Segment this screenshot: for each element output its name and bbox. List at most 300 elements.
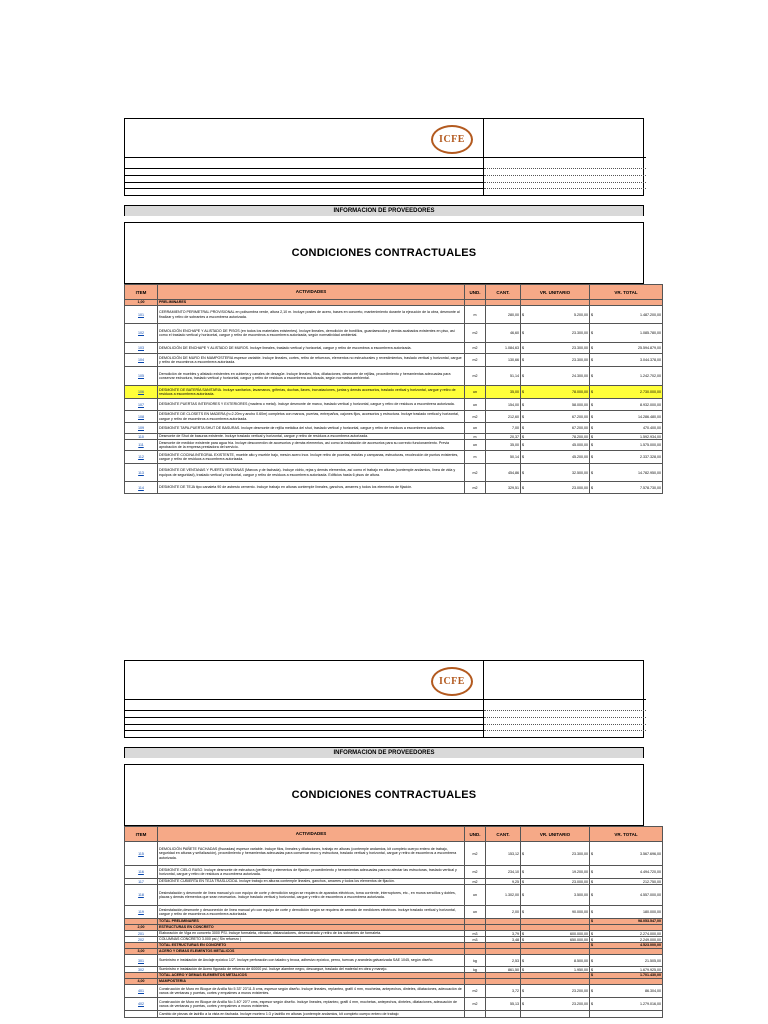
item-cell: 1,00 [125, 300, 158, 306]
amount: 45.000,00 [572, 443, 588, 447]
col-total-value: VR. TOTAL [590, 827, 663, 842]
col-quantity: CANT. [486, 827, 521, 842]
activity-cell: DESMONTE DE BATERÍA SANITARIA. Incluye sanitarios, lavamanos, griferías, duchas, llaves, incrustaciones, juntas y demás accesorios, traslado vertical y horizontal, cargue y retiro de residuos a escombrera autorizada. [158, 386, 465, 399]
unit-cell [465, 1011, 486, 1018]
amount: 3.044.378,00 [640, 358, 661, 362]
amount: 4.494.720,00 [640, 870, 661, 874]
item-cell: 4,00 [125, 979, 158, 985]
amount: 1.085.780,00 [640, 331, 661, 335]
activity-cell: ESTRUCTURAS EN CONCRETO [158, 925, 465, 931]
quantity-cell: 50,14 [486, 451, 521, 464]
amount: 7.578.730,00 [640, 485, 661, 490]
amount: 90.000,00 [572, 910, 588, 914]
currency-symbol: $ [591, 910, 593, 914]
col-total-value: VR. TOTAL [590, 285, 663, 300]
currency-symbol: $ [591, 879, 593, 884]
currency-symbol: $ [591, 973, 593, 977]
table-row [125, 482, 663, 494]
quantity-cell: 51,14 [486, 367, 521, 386]
activity-cell: Construcción de Muro en Bloque de Arcilla No 3 40" 20"7 cms, espesor según diseño. Incluye lineales, replanteo, grafil 4 mm, mochetas, antepechos, dinteles, dilataciones, adecuación de vanos de ventanas y puertas, cortes y empalmes a muros existentes. [158, 998, 465, 1011]
amount: 600.000,00 [570, 931, 588, 936]
item-cell [125, 386, 158, 399]
item-cell [125, 955, 158, 967]
amount: 8.932.000,00 [640, 402, 661, 407]
table-row [125, 998, 663, 1011]
currency-symbol: $ [522, 989, 524, 993]
unit-cell: m2 [465, 985, 486, 998]
activities-table [124, 284, 663, 494]
item-cell [125, 423, 158, 434]
item-link[interactable]: 301 [138, 958, 144, 963]
unit-cell: m2 [465, 879, 486, 885]
table-row [125, 955, 663, 967]
activity-cell: DEMOLICIÓN PAÑETE FACHADAS (fisuradas) espesor variable. Incluye filos, lineales y dilataciones, trabajo en alturas (contemple andamios, kit completo cuerpo entero de trabajo, seguridad en alturas y señalización), procedimiento y herramientas adecuadas para conservar muro y estructura, traslado vertical y horizontal, cargue y retiro de escombros a escombrera autorizada. [158, 842, 465, 866]
currency-symbol: $ [522, 434, 524, 439]
amount: 1.487.200,00 [640, 312, 661, 317]
unit-value-cell [521, 464, 590, 482]
unit-cell: m3 [465, 937, 486, 943]
amount: 19.200,00 [572, 870, 588, 874]
table-row [125, 367, 663, 386]
total-value-cell [590, 386, 663, 399]
item-cell [125, 985, 158, 998]
item-cell: 2,00 [125, 925, 158, 931]
activity-cell: COLUMNAS CONCRETO 3.000 psi ( Sin refuerzo ) [158, 937, 465, 943]
activity-cell: DESMONTE DE VENTANAS Y PUERTA VENTANAS (Marcos y de fachada). Incluye vidrio, rejas y demás elementos, así como el trabajo en alturas (contemple andamios, línea de vida y equipos de seguridad), traslado vertical y horizontal, cargue y retiro de residuos a escombrera autorizada. Edificios hasta 6 pisos de altura. [158, 464, 465, 482]
total-value-cell [590, 451, 663, 464]
unit-value-cell [521, 955, 590, 967]
unit-value-cell [521, 885, 590, 906]
amount: 2.730.000,00 [640, 390, 661, 394]
unit-value-cell [521, 842, 590, 866]
table-body [125, 842, 663, 1018]
currency-symbol: $ [591, 331, 593, 335]
unit-value-cell [521, 386, 590, 399]
amount: 14.782.950,00 [638, 470, 661, 475]
table-row [125, 842, 663, 866]
amount: 180.000,00 [643, 910, 661, 914]
currency-symbol: $ [522, 331, 524, 335]
activity-cell: Elaboración de Viga en concreto 3000 PSI. Incluye formaleta, vibrador, distanciadores, desencofrado y retiro de los sobrantes de formaleta. [158, 931, 465, 937]
item-cell [125, 354, 158, 367]
currency-symbol: $ [522, 426, 524, 430]
total-value-cell [590, 324, 663, 343]
quantity-cell: 35,00 [486, 440, 521, 451]
quantity-cell: 3,79 [486, 931, 521, 937]
currency-symbol: $ [522, 414, 524, 419]
unit-cell: m [465, 451, 486, 464]
amount: 24.300,00 [572, 374, 588, 378]
quantity-cell: 1.084,63 [486, 343, 521, 354]
item-cell [125, 885, 158, 906]
item-link[interactable]: 110 [138, 434, 144, 439]
amount: 1.950,00 [574, 967, 588, 972]
sheet-page-1 [124, 118, 661, 494]
currency-symbol: $ [522, 346, 524, 350]
table-row [125, 464, 663, 482]
unit-value-cell [521, 324, 590, 343]
table-row [125, 399, 663, 411]
item-cell [125, 367, 158, 386]
currency-symbol: $ [522, 312, 524, 317]
currency-symbol: $ [591, 931, 593, 936]
currency-symbol: $ [522, 443, 524, 447]
unit-cell: m [465, 434, 486, 440]
logo-text: ICFE [439, 676, 465, 687]
activity-cell: DESMONTE COCINA INTEGRAL EXISTENTE, mueble alto y mueble bajo, mesón acero inox. Incluye retiro de pocetas, estufas y campanas, estructuras, recolección de puntos existentes, cargue y retiro de residuos a escombrera autorizada. [158, 451, 465, 464]
amount: 23.300,00 [572, 851, 588, 856]
currency-symbol: $ [522, 910, 524, 914]
item-link[interactable]: 103 [138, 346, 144, 350]
currency-symbol: $ [591, 958, 593, 963]
item-cell [125, 451, 158, 464]
total-value-cell [590, 440, 663, 451]
activity-cell: DEMOLICIÓN DE MURO EN MAMPOSTERIA espesor variable. Incluye lineales, cortes, retiro de refuerzos, elementos no estructurales y revestimientos, traslado vertical y horizontal, cargue y retiro de escombros a escombrera autorizada. [158, 354, 465, 367]
unit-cell: m2 [465, 482, 486, 494]
unit-value-cell [521, 482, 590, 494]
item-link[interactable]: 111 [138, 443, 144, 447]
table-row [125, 885, 663, 906]
col-item: ITEM [125, 827, 158, 842]
quantity-cell: 9,25 [486, 879, 521, 885]
amount: 58.000,00 [572, 402, 588, 407]
unit-value-cell [521, 354, 590, 367]
activity-cell: DESMONTE DE CLOSETS EN MADERA (h=2.20m y ancho 0.60m) completos con marcos, puertas, entrepaños, cajones fijos, accesorios y estructura. Incluye traslado vertical y horizontal, cargue y retiro de escombros a escombrera autorizada. [158, 411, 465, 423]
activity-cell: TOTAL ACERO Y DEMAS ELEMENTOS METALICOS [158, 973, 465, 979]
amount: 1.575.000,00 [640, 443, 661, 447]
amount: 8.500,00 [574, 958, 588, 963]
currency-symbol: $ [591, 851, 593, 856]
quantity-cell: 130,66 [486, 354, 521, 367]
unit-cell: un [465, 423, 486, 434]
total-value-cell [590, 906, 663, 919]
activity-cell: TOTAL ESTRUCTURAS EN CONCRETO [158, 943, 465, 949]
item-cell [125, 906, 158, 919]
item-link[interactable]: 104 [138, 358, 144, 362]
currency-symbol: $ [522, 893, 524, 897]
unit-value-cell [521, 440, 590, 451]
total-value-cell [590, 306, 663, 324]
amount: 86.304,00 [645, 989, 661, 993]
currency-symbol: $ [591, 443, 593, 447]
item-cell [125, 1011, 158, 1018]
logo-cell [125, 119, 483, 158]
item-cell [125, 399, 158, 411]
currency-symbol: $ [591, 312, 593, 317]
amount: 1.242.702,00 [640, 374, 661, 378]
activity-cell: Cambio de piezas de ladrillo a la vista en fachada. Incluye mortero 1:3 y ladrillo en alturas (contemple andamios, kit completo cuerpo entero de trabajo [158, 1011, 465, 1018]
col-unit-value: VR. UNITARIO [521, 827, 590, 842]
table-header-row [125, 827, 663, 842]
total-value-cell [590, 343, 663, 354]
amount: 23.300,00 [572, 346, 588, 350]
item-link[interactable]: 115 [138, 851, 144, 856]
col-unit-value: VR. UNITARIO [521, 285, 590, 300]
activity-cell: Desmonte de medidor existente para agua fría. Incluye desconexión de accesorios y demás elementos, así como la instalación de accesorios para su correcto funcionamiento. Previa aprobación de la empresa prestadora del servicio. [158, 440, 465, 451]
item-cell [125, 440, 158, 451]
item-link[interactable]: 112 [138, 455, 144, 459]
logo-cell [125, 661, 483, 700]
sheet-page-2 [124, 660, 661, 1018]
currency-symbol: $ [591, 485, 593, 490]
table-body [125, 300, 663, 494]
currency-symbol: $ [591, 870, 593, 874]
activity-cell: DESMONTE CUBIERTA EN TEJA TRASLÚCIDA. Incluye trabajo en alturas contemple lineales, ganchos, amarres y todos los elementos de fijación. [158, 879, 465, 885]
header-right-column [483, 119, 646, 195]
header-box [124, 118, 644, 196]
unit-cell: un [465, 440, 486, 451]
amount: 3.500,00 [574, 893, 588, 897]
table-row [125, 866, 663, 879]
item-cell [125, 306, 158, 324]
amount: 23.200,00 [572, 989, 588, 993]
total-value-cell [590, 985, 663, 998]
quantity-cell: 3,72 [486, 985, 521, 998]
total-value-cell [590, 411, 663, 423]
activity-cell: TOTAL PRELIMINARES [158, 919, 465, 925]
item-link[interactable]: 109 [138, 426, 144, 430]
unit-value-cell [521, 985, 590, 998]
quantity-cell: 20,37 [486, 434, 521, 440]
col-unit: UND. [465, 827, 486, 842]
quantity-cell: 46,60 [486, 324, 521, 343]
table-header-row [125, 285, 663, 300]
amount: 650.000,00 [570, 937, 588, 942]
unit-value-cell [521, 306, 590, 324]
col-activities: ACTIVIDADES [158, 827, 465, 842]
currency-symbol: $ [522, 851, 524, 856]
currency-symbol: $ [591, 374, 593, 378]
quantity-cell: 1.302,00 [486, 885, 521, 906]
amount: 5.200,00 [574, 312, 588, 317]
amount: 1.679.925,00 [640, 967, 661, 972]
amount: 78.200,00 [572, 434, 588, 439]
unit-value-cell [521, 451, 590, 464]
quantity-cell: 2,53 [486, 955, 521, 967]
unit-value-cell [521, 367, 590, 386]
amount: 23.300,00 [572, 358, 588, 362]
amount: 2.337.328,00 [640, 455, 661, 459]
unit-value-cell [521, 906, 590, 919]
logo-text: ICFE [439, 134, 465, 145]
amount: 21.505,00 [645, 958, 661, 963]
unit-cell: m2 [465, 464, 486, 482]
quantity-cell: 280,00 [486, 306, 521, 324]
activity-cell: DEMOLICIÓN DE ENCHAPE Y ALISTADO DE MUROS. Incluye lineales, traslado vertical y horizontal, cargue y retiro de escombros a escombrera autorizada. [158, 343, 465, 354]
currency-symbol: $ [591, 402, 593, 407]
activity-cell: MAMPOSTERIA [158, 979, 465, 985]
quantity-cell: 7,00 [486, 423, 521, 434]
amount: 25.594.879,00 [638, 346, 661, 350]
unit-value-cell [521, 411, 590, 423]
item-link[interactable]: 117 [138, 879, 144, 884]
unit-value-cell [521, 399, 590, 411]
activity-cell: Suministro e instalación de Acero figurado de refuerzo de 60000 psi. Incluye alambre negro, descargue, traslado del material en obra y manejo. [158, 967, 465, 973]
amount: 470.400,00 [643, 426, 661, 430]
total-value-cell [590, 998, 663, 1011]
unit-value-cell [521, 1011, 590, 1018]
quantity-cell: 55,13 [486, 998, 521, 1011]
item-cell [125, 343, 158, 354]
col-quantity: CANT. [486, 285, 521, 300]
table-row [125, 1011, 663, 1018]
quantity-cell: 2,00 [486, 906, 521, 919]
total-value-cell [590, 1011, 663, 1018]
total-value-cell [590, 399, 663, 411]
amount: 4.523.000,00 [640, 943, 661, 947]
item-link[interactable]: 107 [138, 402, 144, 407]
quantity-cell: 329,51 [486, 482, 521, 494]
item-cell [125, 411, 158, 423]
header-right-column [483, 661, 646, 737]
quantity-cell: 35,00 [486, 386, 521, 399]
item-link[interactable]: 113 [138, 470, 144, 475]
amount: 4.557.000,00 [640, 893, 661, 897]
item-link[interactable]: 119 [138, 910, 144, 914]
table-row [125, 354, 663, 367]
quantity-cell: 234,10 [486, 866, 521, 879]
item-link[interactable]: 401 [138, 989, 144, 993]
amount: 23.000,00 [572, 879, 588, 884]
item-cell [125, 842, 158, 866]
table-row [125, 440, 663, 451]
unit-cell: m2 [465, 866, 486, 879]
currency-symbol: $ [522, 967, 524, 972]
item-cell [125, 324, 158, 343]
company-logo [431, 125, 473, 154]
amount: 14.286.480,00 [638, 414, 661, 419]
amount: 1.592.934,00 [640, 434, 661, 439]
item-link[interactable]: 102 [138, 331, 144, 335]
item-cell [125, 482, 158, 494]
unit-cell: m2 [465, 998, 486, 1011]
item-link[interactable]: 202 [138, 937, 144, 942]
quantity-cell: 454,86 [486, 464, 521, 482]
table-row [125, 324, 663, 343]
amount: 78.000,00 [572, 390, 588, 394]
activity-cell: ACERO Y DEMAS ELEMENTOS METALICOS [158, 949, 465, 955]
total-value-cell [590, 354, 663, 367]
currency-symbol: $ [522, 1002, 524, 1006]
item-link[interactable]: 108 [138, 414, 144, 419]
table-row [125, 386, 663, 399]
activity-cell: Desinstalación y desmonte de línea manual y/o con equipo de corte y demolición según se requiera de aparatos eléctricos, toma corriente, interruptores, etc., en muros sencillos y dobles, placas y demás elementos que sean necesarios. Incluye traslado vertical y horizontal, cargue y retiro de escombros a escombrera autorizada. [158, 885, 465, 906]
activity-cell: Demolición de muebles y alistado existentes en cubierta y canales de desagüe. Incluye lineales, filos, dilataciones, desmonte de rejillas, procedimiento y herramientas adecuadas para conservar estructura, traslado vertical y horizontal, cargue y retiro de residuos a escombrera autorizada, según normativa ambiental. [158, 367, 465, 386]
company-logo [431, 667, 473, 696]
currency-symbol: $ [591, 989, 593, 993]
currency-symbol: $ [591, 390, 593, 394]
currency-symbol: $ [591, 967, 593, 972]
currency-symbol: $ [591, 893, 593, 897]
unit-cell: m2 [465, 842, 486, 866]
quantity-cell: 861,50 [486, 967, 521, 973]
currency-symbol: $ [522, 879, 524, 884]
currency-symbol: $ [522, 958, 524, 963]
amount: 45.200,00 [572, 455, 588, 459]
amount: 3.567.696,00 [640, 851, 661, 856]
unit-cell: m3 [465, 931, 486, 937]
amount: 67.200,00 [572, 414, 588, 419]
total-value-cell [590, 423, 663, 434]
currency-symbol: $ [522, 455, 524, 459]
unit-cell: kg [465, 955, 486, 967]
currency-symbol: $ [591, 1002, 593, 1006]
activity-cell: DESMONTE DE TEJA tipo canaleta 90 de asbesto cemento. Incluye trabajo en alturas contemple lineales, ganchos, amarres y todos los elementos de fijación. [158, 482, 465, 494]
activities-table [124, 826, 663, 1018]
total-value-cell [590, 866, 663, 879]
unit-cell: un [465, 386, 486, 399]
item-cell [125, 866, 158, 879]
item-link[interactable]: 106 [138, 390, 144, 394]
quantity-cell: 154,00 [486, 399, 521, 411]
activity-cell: DEMOLICIÓN ENCHAPE Y ALISTADO DE PISOS (en todos los materiales existentes). Incluye lineales, demolición de bordillos, guardaescoba y demás acabados existentes en piso, así como el traslado vertical y horizontal, cargue y retiro de escombros a escombrera autorizada, según normatividad ambiental. [158, 324, 465, 343]
currency-symbol: $ [591, 426, 593, 430]
item-link[interactable]: 402 [138, 1002, 144, 1006]
currency-symbol: $ [522, 937, 524, 942]
activity-cell: Desinstalación,desmonte y desconexión de línea manual y/o con equipo de corte y demolición según se requiera de armado de medidores eléctricos. Incluye traslado vertical y horizontal, cargue y retiro de escombros a escombrera autorizada. [158, 906, 465, 919]
amount: 23.200,00 [572, 1002, 588, 1006]
currency-symbol: $ [522, 358, 524, 362]
unit-cell: m2 [465, 343, 486, 354]
quantity-cell: 212,60 [486, 411, 521, 423]
unit-cell: m2 [465, 354, 486, 367]
amount: 2.249.000,00 [640, 937, 661, 942]
info-band: INFORMACION DE PROVEEDORES [124, 747, 644, 758]
activity-cell: DESMONTE CIELO RASO. Incluye desmonte de estructura (perfilería) y elementos de fijación, procedimiento y herramientas adecuadas para no afectar las estructuras, traslado vertical y horizontal, cargue y retiro de residuos a escombrera autorizada. [158, 866, 465, 879]
currency-symbol: $ [522, 390, 524, 394]
col-item: ITEM [125, 285, 158, 300]
amount: 2.274.000,00 [640, 931, 661, 936]
currency-symbol: $ [522, 402, 524, 407]
item-link[interactable]: 101 [138, 312, 144, 317]
unit-cell: m [465, 306, 486, 324]
activity-cell: CERRAMIENTO PERIMETRAL PROVISIONAL en polisombra verde, altura 2,10 m. Incluye postes de acero, bases en concreto, mantenimiento durante la ejecución de la obra, desmonte al finalizar y retiro de sobrantes a escombrera autorizada. [158, 306, 465, 324]
table-row [125, 985, 663, 998]
item-link[interactable]: 105 [138, 374, 144, 378]
unit-cell: un [465, 906, 486, 919]
amount: 23.300,00 [572, 331, 588, 335]
currency-symbol: $ [522, 931, 524, 936]
table-row [125, 411, 663, 423]
currency-symbol: $ [522, 870, 524, 874]
currency-symbol: $ [591, 470, 593, 475]
item-cell [125, 464, 158, 482]
amount: 23.000,00 [572, 485, 588, 490]
quantity-cell [486, 1011, 521, 1018]
page-title: CONDICIONES CONTRACTUALES [124, 222, 644, 284]
unit-cell: m2 [465, 411, 486, 423]
item-link[interactable]: 116 [138, 870, 144, 874]
item-link[interactable]: 118 [138, 893, 144, 897]
item-link[interactable]: 201 [138, 931, 144, 936]
unit-cell: m2 [465, 367, 486, 386]
table-row [125, 423, 663, 434]
unit-cell: un [465, 399, 486, 411]
activity-cell: Construcción de Muro en Bloque de Arcilla No 5 33" 23"11.5 cms, espesor según diseño. Incluye lineales, replanteo, grafil 4 mm, mochetas, antepechos, dinteles, dilataciones, adecuación de vanos de ventanas y puertas, cortes y empalmes a muros existentes. [158, 985, 465, 998]
page-title: CONDICIONES CONTRACTUALES [124, 764, 644, 826]
total-value-cell [590, 955, 663, 967]
currency-symbol: $ [522, 374, 524, 378]
currency-symbol: $ [522, 485, 524, 490]
item-link[interactable]: 302 [138, 967, 144, 972]
total-value-cell [590, 482, 663, 494]
table-row [125, 306, 663, 324]
table-row [125, 451, 663, 464]
activity-cell: Desmonte de Shut de basuras existente. Incluye traslado vertical y horizontal, cargue y retiro de residuos a escombrera autorizada. [158, 434, 465, 440]
amount: 67.200,00 [572, 426, 588, 430]
item-link[interactable]: 114 [138, 485, 144, 490]
quantity-cell: 153,12 [486, 842, 521, 866]
